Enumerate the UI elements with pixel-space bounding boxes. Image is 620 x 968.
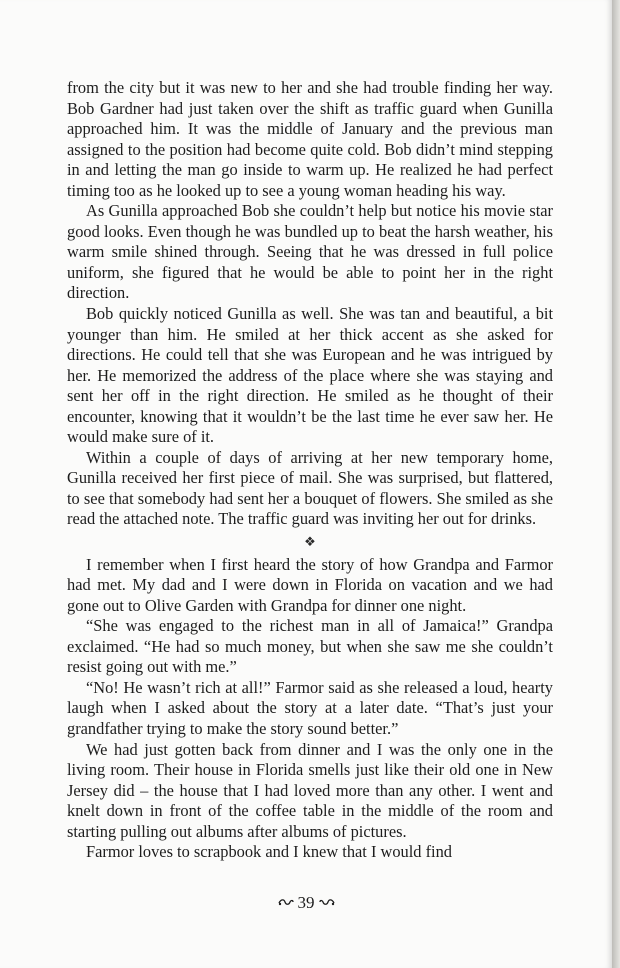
paragraph: Farmor loves to scrapbook and I knew that I would find — [86, 842, 452, 862]
flourish-left-icon — [278, 896, 294, 912]
paragraph: We had just gotten back from dinner and I was the only one in the living room. Their house in Florida smells just like their old one in New Jersey did – the house that I had loved more than any other. I went and knelt down in front of the coffee table in the middle of the room and starting pulling out albums after albums of pictures. — [67, 739, 553, 841]
section-break-ornament: ❖ — [304, 534, 316, 550]
paragraph: “No! He wasn’t rich at all!” Farmor said as she released a loud, hearty laugh when I asked about the story at a later date. “That’s just your grandfather trying to make the story sound better.” — [67, 677, 553, 738]
paragraph: I remember when I first heard the story of how Grandpa and Farmor had met. My dad and I were down in Florida on vacation and we had gone out to Olive Garden with Grandpa for dinner one night. — [67, 554, 553, 615]
flourish-right-icon — [319, 896, 335, 912]
body-text — [67, 78, 553, 863]
paragraph: As Gunilla approached Bob she couldn’t help but notice his movie star good looks. Even though he was bundled up to beat the harsh weather, his warm smile shined through. Seeing that he was dressed in full police uniform, she figured that he would be able to point her in the right direction. — [67, 201, 553, 303]
page-number: 39 — [297, 893, 315, 912]
paragraph: Bob quickly noticed Gunilla as well. She was tan and beautiful, a bit younger than him. He smiled at her thick accent as she asked for directions. He could tell that she was European and he was intrigued by her. He memorized the address of the place where she was staying and sent her off in the right direction. He smiled as he thought of their encounter, knowing that it wouldn’t be the last time he ever saw her. He would make sure of it. — [67, 304, 553, 447]
paragraph: Within a couple of days of arriving at her new temporary home, Gunilla received her first piece of mail. She was surprised, but flattered, to see that somebody had sent her a bouquet of flowers. She smiled as she read the attached note. The traffic guard was inviting her out for drinks. — [67, 447, 553, 529]
page-edge-shadow — [612, 0, 620, 968]
page-number-footer — [0, 893, 612, 913]
paragraph-continued: from the city but it was new to her and she had trouble finding her way. Bob Gardner had just taken over the shift as traffic guard when Gunilla approached him. It was the middle of January and the previous man assigned to the position had become quite cold. Bob didn’t mind stepping in and letting the man go inside to warm up. He realized he had perfect timing too as he looked up to see a young woman heading his way. — [67, 78, 553, 200]
paragraph: “She was engaged to the richest man in all of Jamaica!” Grandpa exclaimed. “He had so much money, but when she saw me she couldn’t resist going out with me.” — [67, 616, 553, 677]
